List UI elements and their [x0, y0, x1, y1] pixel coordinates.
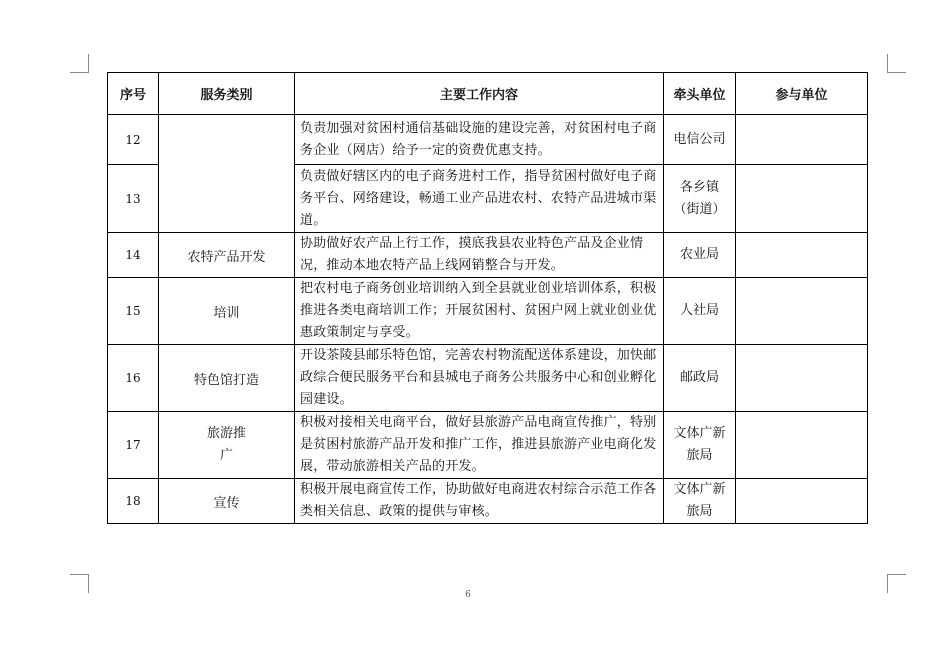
row-content: 积极对接相关电商平台，做好县旅游产品电商宣传推广，特别是贫困村旅游产品开发和推广工作，推进县旅游产业电商化发展，带动旅游相关产品的开发。 — [295, 412, 664, 479]
row-seq: 17 — [108, 412, 159, 479]
table-row — [108, 278, 868, 345]
row-category — [159, 115, 295, 233]
row-participants — [736, 233, 868, 278]
crop-mark-top-right — [887, 54, 906, 73]
row-seq: 16 — [108, 345, 159, 412]
table-row — [108, 233, 868, 278]
row-seq: 12 — [108, 115, 159, 165]
row-content: 开设茶陵县邮乐特色馆，完善农村物流配送体系建设，加快邮政综合便民服务平台和县城电子商务公共服务中心和创业孵化园建设。 — [295, 345, 664, 412]
row-content: 协助做好农产品上行工作，摸底我县农业特色产品及企业情况，推动本地农特产品上线网销整合与开发。 — [295, 233, 664, 278]
row-lead: 各乡镇（街道） — [664, 165, 736, 233]
row-lead: 人社局 — [664, 278, 736, 345]
row-participants — [736, 165, 868, 233]
row-participants — [736, 278, 868, 345]
row-seq: 13 — [108, 165, 159, 233]
row-seq: 14 — [108, 233, 159, 278]
table-row — [108, 115, 868, 165]
table-row — [108, 479, 868, 524]
row-seq: 18 — [108, 479, 159, 524]
work-table — [107, 72, 868, 524]
header-participants: 参与单位 — [736, 73, 868, 115]
header-lead: 牵头单位 — [664, 73, 736, 115]
row-content: 积极开展电商宣传工作，协助做好电商进农村综合示范工作各类相关信息、政策的提供与审核。 — [295, 479, 664, 524]
row-lead: 文体广新旅局 — [664, 479, 736, 524]
row-participants — [736, 412, 868, 479]
header-row — [108, 73, 868, 115]
row-category: 培训 — [159, 278, 295, 345]
table-row — [108, 412, 868, 479]
row-content: 把农村电子商务创业培训纳入到全县就业创业培训体系，积极推进各类电商培训工作；开展贫困村、贫困户网上就业创业优惠政策制定与享受。 — [295, 278, 664, 345]
row-seq: 15 — [108, 278, 159, 345]
row-content: 负责加强对贫困村通信基础设施的建设完善，对贫困村电子商务企业（网店）给予一定的资费优惠支持。 — [295, 115, 664, 165]
header-content: 主要工作内容 — [295, 73, 664, 115]
row-lead: 文体广新旅局 — [664, 412, 736, 479]
table-row — [108, 345, 868, 412]
header-category: 服务类别 — [159, 73, 295, 115]
row-category: 特色馆打造 — [159, 345, 295, 412]
page-number: 6 — [465, 590, 471, 600]
row-participants — [736, 479, 868, 524]
row-category: 宣传 — [159, 479, 295, 524]
header-seq: 序号 — [108, 73, 159, 115]
row-lead: 邮政局 — [664, 345, 736, 412]
row-participants — [736, 115, 868, 165]
crop-mark-top-left — [70, 54, 89, 73]
row-lead: 农业局 — [664, 233, 736, 278]
row-lead: 电信公司 — [664, 115, 736, 165]
row-category: 农特产品开发 — [159, 233, 295, 278]
row-participants — [736, 345, 868, 412]
row-category: 旅游推广 — [159, 412, 295, 479]
row-content: 负责做好辖区内的电子商务进村工作，指导贫困村做好电子商务平台、网络建设，畅通工业产品进农村、农特产品进城市渠道。 — [295, 165, 664, 233]
